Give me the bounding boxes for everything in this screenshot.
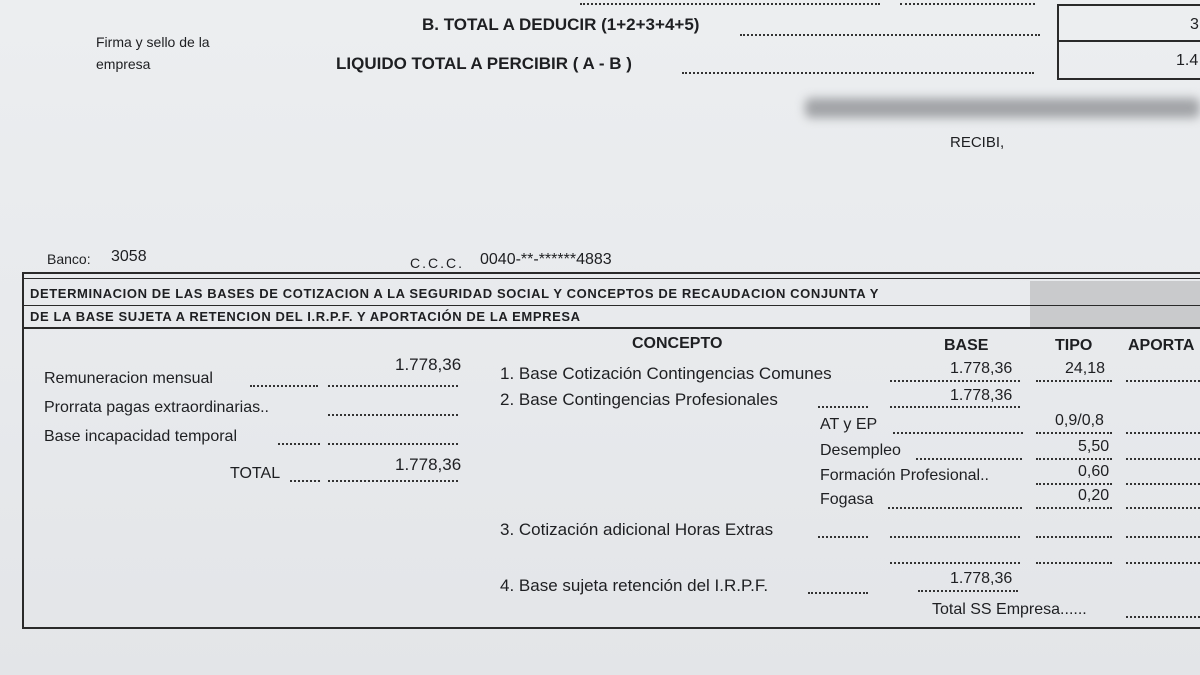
left-total-value: 1.778,36 xyxy=(395,455,462,474)
remuneracion-value-line xyxy=(328,385,458,387)
desempleo-tipo-line xyxy=(1036,458,1112,460)
banco-label: Banco: xyxy=(47,251,91,267)
fogasa-tipo-line xyxy=(1036,507,1112,509)
fogasa-label: Fogasa xyxy=(820,491,874,508)
firma-label-line1: Firma y sello de la xyxy=(96,34,210,50)
row1-tipo-line xyxy=(1036,380,1112,382)
row1-base-line xyxy=(890,380,1020,382)
liquido-value: 1.4 xyxy=(1176,52,1199,69)
atep-label: AT y EP xyxy=(820,416,878,433)
formacion-tipo: 0,60 xyxy=(1078,463,1110,480)
prorrata-label: Prorrata pagas extraordinarias.. xyxy=(44,399,269,416)
section-top-line-2 xyxy=(22,278,1200,279)
row3-base-line xyxy=(890,536,1020,538)
atep-tipo: 0,9/0,8 xyxy=(1055,412,1104,429)
desempleo-label: Desempleo xyxy=(820,442,901,459)
remuneracion-label: Remuneracion mensual xyxy=(44,370,213,387)
formacion-aporta-line xyxy=(1126,483,1200,485)
row1-base: 1.778,36 xyxy=(950,360,1013,377)
col-tipo: TIPO xyxy=(1055,337,1093,354)
total-value-line xyxy=(328,480,458,482)
redacted-text xyxy=(805,98,1200,118)
row3b-tipo-line xyxy=(1036,562,1112,564)
incapacidad-value-line xyxy=(328,443,458,445)
atep-dots xyxy=(893,432,1023,434)
total-deducir-dots xyxy=(740,34,1040,36)
row4-base-line xyxy=(918,590,1018,592)
prorrata-value-line xyxy=(328,414,458,416)
row1-label: 1. Base Cotización Contingencias Comunes xyxy=(500,364,832,383)
fogasa-aporta-line xyxy=(1126,507,1200,509)
row1-aporta-line xyxy=(1126,380,1200,382)
section-mid-line xyxy=(22,305,1200,306)
row2-base: 1.778,36 xyxy=(950,387,1013,404)
total-ss-label: Total SS Empresa...... xyxy=(932,601,1087,618)
ccc-value: 0040-**-******4883 xyxy=(480,251,612,268)
remuneracion-dots xyxy=(250,385,318,387)
incapacidad-label: Base incapacidad temporal xyxy=(44,428,238,445)
row3b-base-line xyxy=(890,562,1020,564)
row4-label: 4. Base sujeta retención del I.R.P.F. xyxy=(500,576,769,595)
row2-base-line xyxy=(890,406,1020,408)
atep-tipo-line xyxy=(1036,432,1112,434)
desempleo-aporta-line xyxy=(1126,458,1200,460)
liquido-dots xyxy=(682,72,1034,74)
top-dotted-line xyxy=(580,3,880,5)
firma-label-line2: empresa xyxy=(96,56,151,72)
atep-aporta-line xyxy=(1126,432,1200,434)
col-base: BASE xyxy=(944,337,989,354)
row3-tipo-line xyxy=(1036,536,1112,538)
row4-base: 1.778,36 xyxy=(950,570,1013,587)
section-top-line xyxy=(22,272,1200,274)
row1-tipo: 24,18 xyxy=(1065,360,1106,377)
col-concepto: CONCEPTO xyxy=(632,335,723,352)
frame-bottom xyxy=(22,627,1200,629)
row4-dots xyxy=(808,592,868,594)
formacion-label: Formación Profesional.. xyxy=(820,467,989,484)
total-dots xyxy=(290,480,320,482)
section-header-bottom xyxy=(22,327,1200,329)
fogasa-dots xyxy=(888,507,1022,509)
liquido-label: LIQUIDO TOTAL A PERCIBIR ( A - B ) xyxy=(336,54,632,73)
top-dotted-line-right xyxy=(900,3,1035,5)
header-shade xyxy=(1030,281,1200,327)
desempleo-dots xyxy=(916,458,1022,460)
formacion-tipo-line xyxy=(1036,483,1112,485)
total-deducir-label: B. TOTAL A DEDUCIR (1+2+3+4+5) xyxy=(422,15,700,34)
row2-label: 2. Base Contingencias Profesionales xyxy=(500,390,778,409)
col-aporta: APORTA xyxy=(1128,337,1195,354)
incapacidad-dots xyxy=(278,443,320,445)
left-total-label: TOTAL xyxy=(230,465,281,482)
row3-dots xyxy=(818,536,868,538)
totals-box-divider xyxy=(1057,40,1200,42)
recibi-label: RECIBI, xyxy=(950,134,1005,151)
section-title-line2: DE LA BASE SUJETA A RETENCION DEL I.R.P.F. Y APORTACIÓN DE LA EMPRESA xyxy=(30,309,581,324)
total-ss-aporta-line xyxy=(1126,616,1200,618)
fogasa-tipo: 0,20 xyxy=(1078,487,1110,504)
banco-value: 3058 xyxy=(111,248,147,265)
total-deducir-value: 3 xyxy=(1190,16,1199,33)
frame-left xyxy=(22,272,24,628)
row3b-aporta-line xyxy=(1126,562,1200,564)
row3-label: 3. Cotización adicional Horas Extras xyxy=(500,520,774,539)
row2-dots xyxy=(818,406,868,408)
ccc-label: C.C.C. xyxy=(410,255,464,271)
row3-aporta-line xyxy=(1126,536,1200,538)
desempleo-tipo: 5,50 xyxy=(1078,438,1110,455)
section-title-line1: DETERMINACION DE LAS BASES DE COTIZACION A LA SEGURIDAD SOCIAL Y CONCEPTOS DE RECAUDACION CONJUNTA Y xyxy=(30,286,879,301)
left-top-value: 1.778,36 xyxy=(395,355,462,374)
